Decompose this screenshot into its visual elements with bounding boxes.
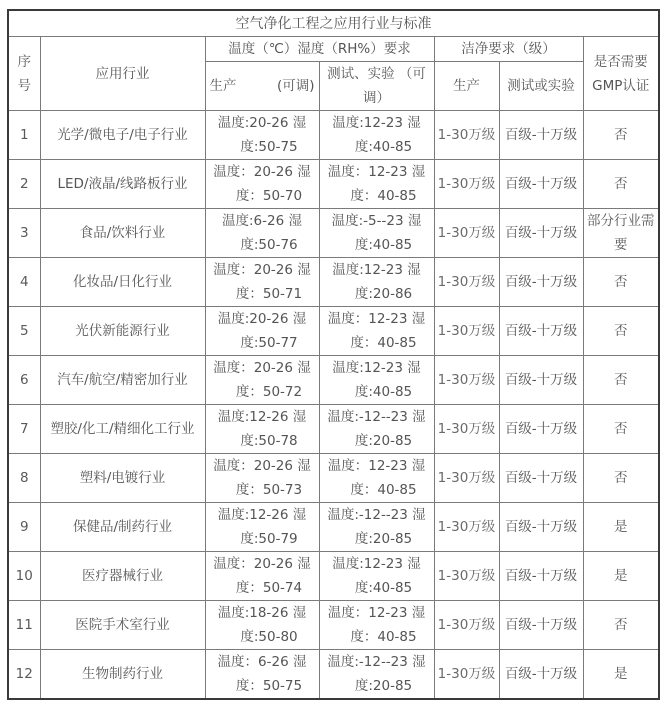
table-row — [8, 160, 659, 209]
row-gmp: 否 — [583, 601, 659, 650]
row-industry: 光伏新能源行业 — [40, 307, 205, 356]
table-title: 空气净化工程之应用行业与标准 — [8, 10, 659, 37]
row-testing-line2: 度:20-86 — [354, 286, 413, 302]
row-clean-testing: 百级-十万级 — [499, 405, 583, 454]
row-gmp: 否 — [583, 405, 659, 454]
row-production-temp-humidity — [205, 258, 319, 307]
row-production-line1: 温度：20-26 湿 — [213, 360, 311, 376]
row-clean-testing: 百级-十万级 — [499, 307, 583, 356]
row-production-temp-humidity — [205, 650, 319, 700]
row-testing-line1: 温度：12-23 湿 — [327, 458, 426, 474]
row-seq: 12 — [8, 650, 40, 700]
row-seq: 9 — [8, 503, 40, 552]
row-production-line1: 温度:6-26 湿 — [222, 213, 302, 229]
row-gmp: 是 — [583, 552, 659, 601]
header-row-1 — [8, 37, 659, 62]
row-testing-line2: 度：40-85 — [350, 482, 417, 498]
row-seq: 8 — [8, 454, 40, 503]
table-row — [8, 650, 659, 700]
row-clean-testing: 百级-十万级 — [499, 650, 583, 700]
row-clean-production: 1-30万级 — [434, 307, 499, 356]
row-industry: 化妆品/日化行业 — [40, 258, 205, 307]
row-seq: 11 — [8, 601, 40, 650]
row-testing-temp-humidity — [319, 209, 434, 258]
row-production-temp-humidity — [205, 160, 319, 209]
row-gmp: 否 — [583, 111, 659, 160]
row-production-temp-humidity — [205, 356, 319, 405]
table-row — [8, 356, 659, 405]
row-production-line1: 温度:12-26 湿 — [217, 409, 307, 425]
row-production-line1: 温度：6-26 湿 — [217, 654, 307, 670]
row-production-line1: 温度:20-26 湿 — [217, 115, 307, 131]
header-seq: 序号 — [8, 37, 40, 111]
row-industry: 汽车/航空/精密加行业 — [40, 356, 205, 405]
row-clean-production: 1-30万级 — [434, 160, 499, 209]
row-testing-temp-humidity — [319, 405, 434, 454]
table-row — [8, 258, 659, 307]
row-production-line1: 温度：20-26 湿 — [213, 458, 311, 474]
row-clean-testing: 百级-十万级 — [499, 552, 583, 601]
row-clean-testing: 百级-十万级 — [499, 111, 583, 160]
row-seq: 3 — [8, 209, 40, 258]
row-gmp: 是 — [583, 503, 659, 552]
row-seq: 4 — [8, 258, 40, 307]
row-clean-testing: 百级-十万级 — [499, 601, 583, 650]
row-testing-line2: 度：40-85 — [350, 335, 417, 351]
row-production-line2: 度：50-73 — [235, 482, 303, 498]
row-seq: 10 — [8, 552, 40, 601]
row-testing-temp-humidity — [319, 356, 434, 405]
table-row — [8, 601, 659, 650]
row-seq: 2 — [8, 160, 40, 209]
header-clean-testing: 测试或实验 — [499, 62, 583, 111]
row-production-line2: 度：50-75 — [235, 678, 303, 694]
row-production-temp-humidity — [205, 503, 319, 552]
row-testing-line1: 温度:-12--23 湿 — [327, 507, 426, 523]
row-production-line1: 温度：20-26 湿 — [213, 262, 311, 278]
row-testing-line1: 温度:12-23 湿 — [332, 262, 421, 278]
row-clean-production: 1-30万级 — [434, 258, 499, 307]
row-clean-production: 1-30万级 — [434, 209, 499, 258]
row-gmp: 否 — [583, 258, 659, 307]
header-temp-humidity-text: 温度（℃）湿度（RH%）要求 — [228, 41, 411, 57]
row-clean-production: 1-30万级 — [434, 405, 499, 454]
row-gmp: 否 — [583, 454, 659, 503]
row-testing-line2: 度：40-85 — [350, 629, 417, 645]
header-cleanliness: 洁净要求（级） — [434, 37, 583, 62]
row-testing-line2: 度:40-85 — [354, 580, 413, 596]
row-clean-testing: 百级-十万级 — [499, 503, 583, 552]
title-row — [8, 10, 659, 37]
header-temp-humidity — [205, 37, 434, 62]
row-testing-temp-humidity — [319, 552, 434, 601]
row-production-line2: 度:50-76 — [240, 237, 298, 253]
row-production-line2: 度:50-75 — [240, 139, 298, 155]
row-seq: 1 — [8, 111, 40, 160]
row-testing-temp-humidity — [319, 307, 434, 356]
row-testing-line2: 度:20-85 — [354, 531, 413, 547]
row-seq: 5 — [8, 307, 40, 356]
row-production-line1: 温度:18-26 湿 — [217, 605, 307, 621]
header-production-label: 生产 — [209, 78, 237, 94]
row-production-temp-humidity — [205, 601, 319, 650]
header-gmp-line2: GMP认证 — [592, 77, 650, 94]
table-row — [8, 111, 659, 160]
row-production-line2: 度：50-74 — [235, 580, 303, 596]
row-production-temp-humidity — [205, 454, 319, 503]
row-testing-line2: 度：40-85 — [350, 188, 417, 204]
row-production-temp-humidity — [205, 552, 319, 601]
row-testing-line1: 温度:12-23 湿 — [332, 360, 421, 376]
row-testing-line1: 温度：12-23 湿 — [327, 605, 426, 621]
table-row — [8, 503, 659, 552]
table-row — [8, 307, 659, 356]
row-testing-temp-humidity — [319, 601, 434, 650]
row-production-line1: 温度:20-26 湿 — [217, 311, 307, 327]
row-clean-testing: 百级-十万级 — [499, 454, 583, 503]
row-production-line2: 度:50-79 — [240, 531, 298, 547]
row-testing-temp-humidity — [319, 454, 434, 503]
header-testing: 测试、实验 （可调） — [319, 62, 434, 111]
row-gmp: 否 — [583, 160, 659, 209]
table-row — [8, 454, 659, 503]
row-industry: LED/液晶/线路板行业 — [40, 160, 205, 209]
row-clean-testing: 百级-十万级 — [499, 356, 583, 405]
row-seq: 6 — [8, 356, 40, 405]
row-industry: 食品/饮料行业 — [40, 209, 205, 258]
row-testing-line2: 度:40-85 — [354, 139, 413, 155]
row-testing-line2: 度:20-85 — [354, 433, 413, 449]
row-testing-line1: 温度：12-23 湿 — [327, 164, 426, 180]
row-testing-temp-humidity — [319, 258, 434, 307]
row-industry: 医疗器械行业 — [40, 552, 205, 601]
row-production-line2: 度:50-77 — [240, 335, 298, 351]
row-testing-temp-humidity — [319, 650, 434, 700]
row-clean-production: 1-30万级 — [434, 552, 499, 601]
table-row — [8, 209, 659, 258]
row-production-line2: 度：50-72 — [235, 384, 303, 400]
row-production-line2: 度：50-70 — [235, 188, 303, 204]
row-testing-temp-humidity — [319, 111, 434, 160]
row-clean-production: 1-30万级 — [434, 601, 499, 650]
row-testing-line1: 温度:12-23 湿 — [332, 115, 421, 131]
header-industry: 应用行业 — [40, 37, 205, 111]
row-production-line1: 温度：20-26 湿 — [213, 164, 311, 180]
row-clean-production: 1-30万级 — [434, 356, 499, 405]
row-clean-production: 1-30万级 — [434, 111, 499, 160]
row-production-temp-humidity — [205, 111, 319, 160]
row-production-temp-humidity — [205, 209, 319, 258]
row-clean-testing: 百级-十万级 — [499, 160, 583, 209]
row-gmp: 部分行业需要 — [583, 209, 659, 258]
row-industry: 光学/微电子/电子行业 — [40, 111, 205, 160]
row-production-temp-humidity — [205, 307, 319, 356]
row-clean-production: 1-30万级 — [434, 650, 499, 700]
row-production-line2: 度:50-80 — [240, 629, 298, 645]
table-row — [8, 405, 659, 454]
row-testing-line1: 温度:12-23 湿 — [332, 556, 421, 572]
row-testing-line2: 度:20-85 — [354, 678, 413, 694]
row-industry: 生物制药行业 — [40, 650, 205, 700]
row-clean-production: 1-30万级 — [434, 454, 499, 503]
standards-table — [7, 9, 660, 700]
row-clean-testing: 百级-十万级 — [499, 209, 583, 258]
row-testing-line1: 温度:-5--23 湿 — [331, 213, 422, 229]
row-testing-line1: 温度:-12--23 湿 — [327, 654, 426, 670]
row-gmp: 是 — [583, 650, 659, 700]
row-industry: 保健品/制药行业 — [40, 503, 205, 552]
row-clean-production: 1-30万级 — [434, 503, 499, 552]
row-gmp: 否 — [583, 307, 659, 356]
header-clean-production: 生产 — [434, 62, 499, 111]
header-gmp — [583, 37, 659, 111]
row-industry: 塑料/电镀行业 — [40, 454, 205, 503]
row-testing-line2: 度:40-85 — [354, 384, 413, 400]
row-seq: 7 — [8, 405, 40, 454]
table-row — [8, 552, 659, 601]
row-testing-line2: 度:40-85 — [354, 237, 413, 253]
row-testing-line1: 温度:-12--23 湿 — [327, 409, 426, 425]
row-gmp: 否 — [583, 356, 659, 405]
header-production-adjustable: (可调) — [276, 78, 315, 94]
header-gmp-line1: 是否需要 — [593, 53, 648, 70]
row-clean-testing: 百级-十万级 — [499, 258, 583, 307]
row-testing-line1: 温度：12-23 湿 — [327, 311, 426, 327]
row-production-line1: 温度：20-26 湿 — [213, 556, 311, 572]
row-industry: 医院手术室行业 — [40, 601, 205, 650]
row-production-line1: 温度:12-26 湿 — [217, 507, 307, 523]
row-production-line2: 度：50-71 — [235, 286, 303, 302]
row-production-line2: 度:50-78 — [240, 433, 298, 449]
header-production — [205, 62, 319, 111]
row-production-temp-humidity — [205, 405, 319, 454]
row-testing-temp-humidity — [319, 503, 434, 552]
row-industry: 塑胶/化工/精细化工行业 — [40, 405, 205, 454]
row-testing-temp-humidity — [319, 160, 434, 209]
